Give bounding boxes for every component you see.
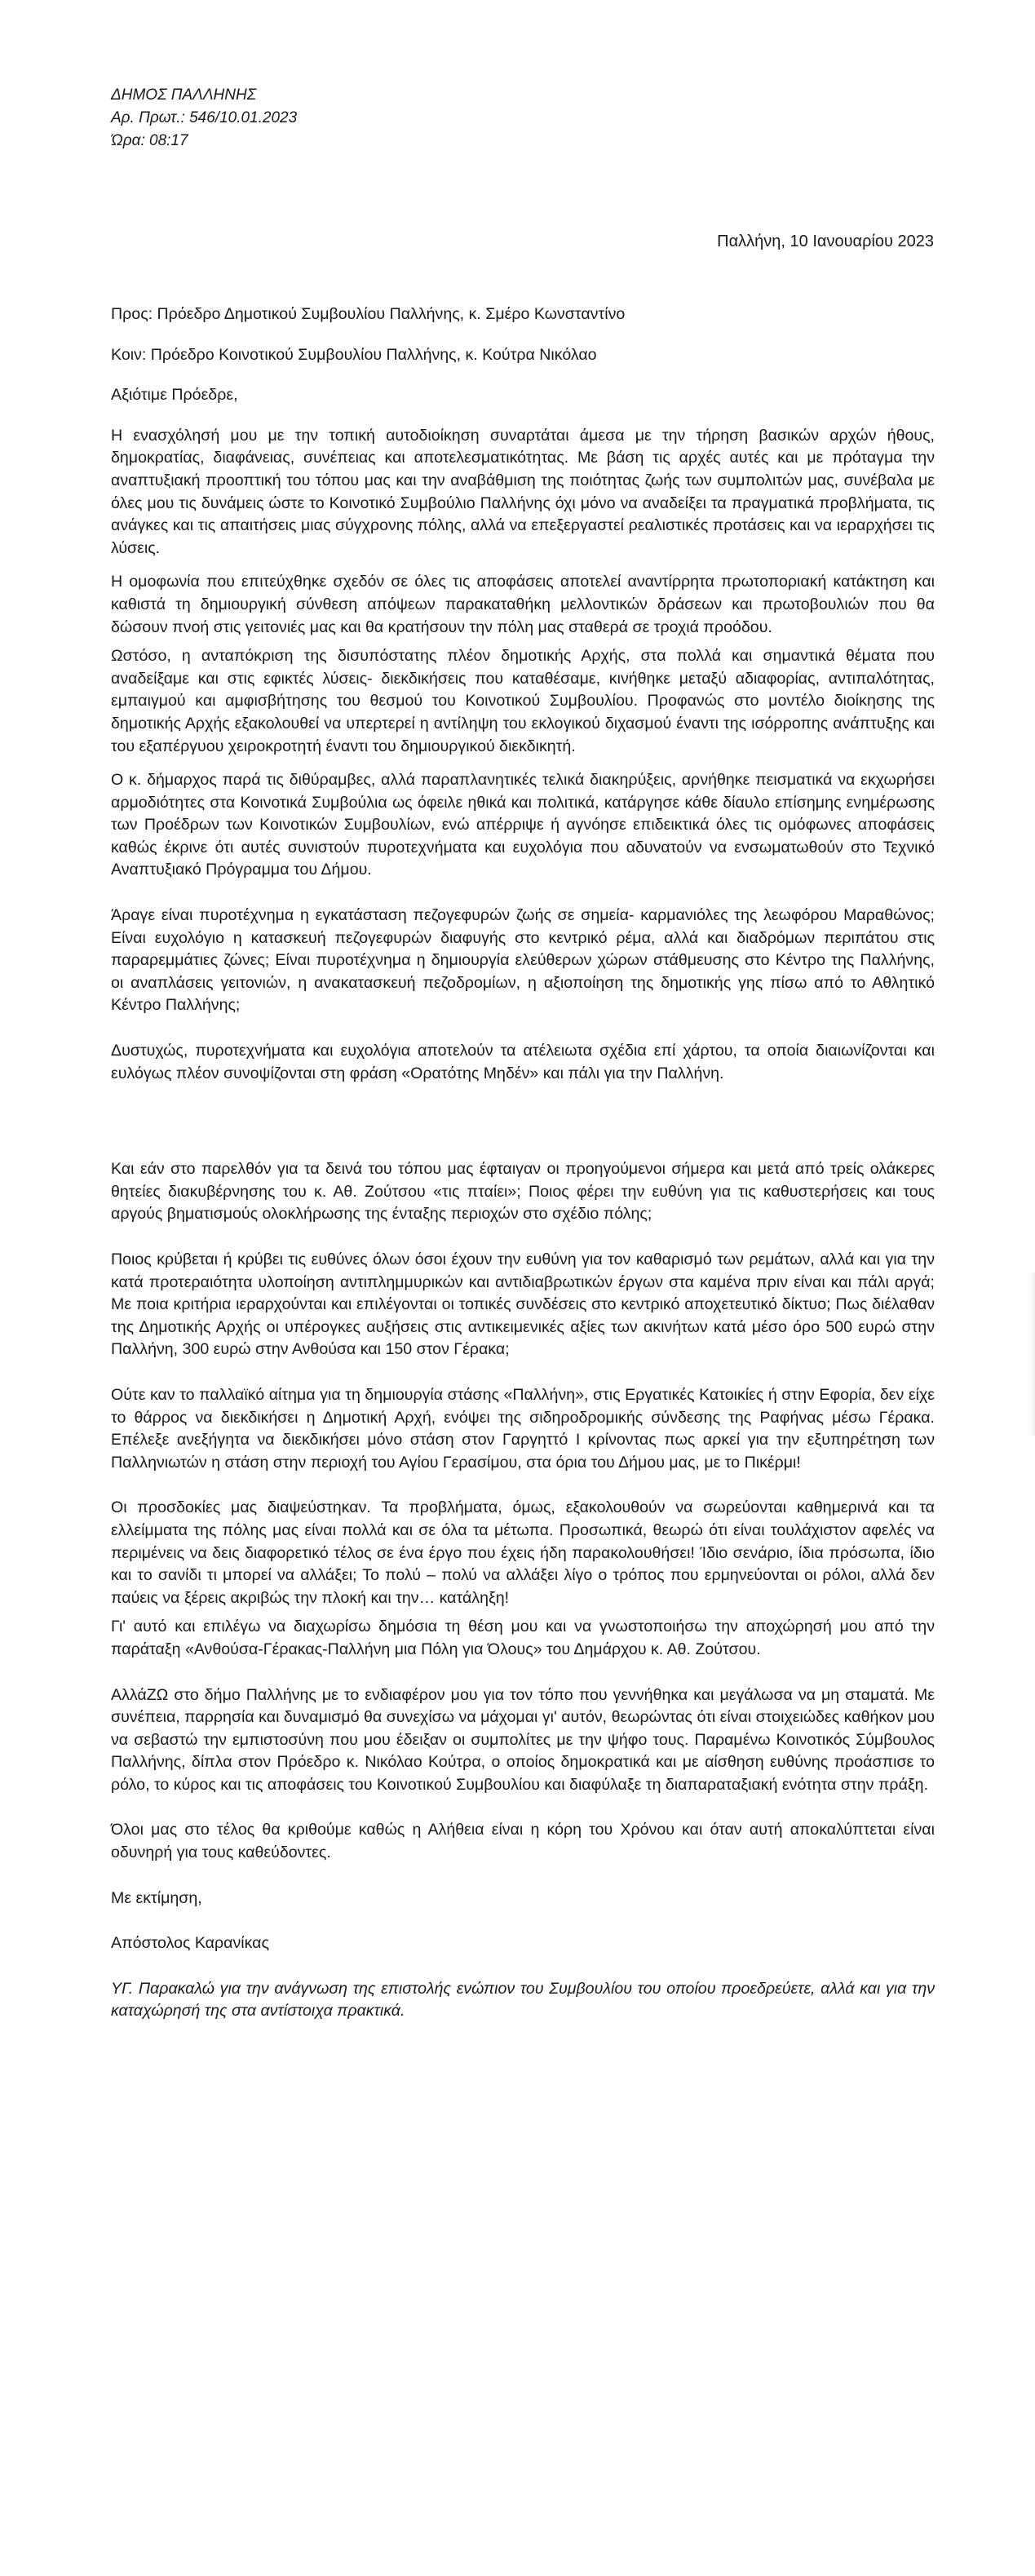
paragraph: Ποιος κρύβεται ή κρύβει τις ευθύνες όλων όσοι έχουν την ευθύνη για τον καθαρισμό των ρεμάτων, αλλά και για την κατά προτεραιότητα υλοποίηση αντιπλημμυρικών και αντιδιαβρωτικών έργων στα καμένα πριν είναι και πάλι αργά; Με ποια κριτήρια ιεραρχούνται και επιλέγονται οι τοπικές συνδέσεις στο κεντρικό αποχετευτικό δίκτυο; Πως διέλαθαν της Δημοτικής Αρχής οι υπέρογκες αυξήσεις στις αντικειμενικές αξίες των ακινήτων κατά μέσο όρο 500 ευρώ στην Παλλήνη, 300 ευρώ στην Ανθούσα και 150 στον Γέρακα; [111, 1250, 935, 1359]
paragraph: Και εάν στο παρελθόν για τα δεινά του τόπου μας έφταιγαν οι προηγούμενοι σήμερα και μετά από τρείς ολάκερες θητείες διακυβέρνησης του κ. Αθ. Ζούτσου «τις πταίει»; Ποιος φέρει την ευθύνη για τις καθυστερήσεις και τους αργούς βηματισμούς ολοκλήρωσης της ένταξης περιοχών στο σχέδιο πόλης; [111, 1160, 935, 1224]
paragraph: Δυστυχώς, πυροτεχνήματα και ευχολόγια αποτελούν τα ατέλειωτα σχέδια επί χάρτου, τα οποία διαιωνίζονται και ευλόγως πλέον συνοψίζονται στη φράση «Ορατότης Μηδέν» και πάλι για την Παλλήνη. [111, 1042, 935, 1082]
postscript: ΥΓ. Παρακαλώ για την ανάγνωση της επιστολής ενώπιον του Συμβουλίου του οποίου προεδρεύετε, αλλά και για την καταχώρησή της στα αντίστοιχα πρακτικά. [111, 1979, 935, 2021]
paragraph: Ο κ. δήμαρχος παρά τις διθύραμβες, αλλά παραπλανητικές τελικά διακηρύξεις, αρνήθηκε πεισματικά να εκχωρήσει αρμοδιότητες στα Κοινοτικά Συμβούλια ως όφειλε ηθικά και πολιτικά, κατάργησε κάθε δίαυλο επίσημης ενημέρωσης των Προέδρων των Κοινοτικών Συμβουλίων, ενώ απέρριψε ή αγνόησε επιδεικτικά όλες τις ομόφωνες αποφάσεις καθώς έκρινε ότι αυτές συνιστούν πυροτεχνήματα και ευχολόγια που αδυνατούν να ενσωματωθούν στο Τεχνικό Αναπτυξιακό Πρόγραμμα του Δήμου. [111, 771, 935, 879]
closing: Με εκτίμηση, [111, 1888, 202, 1907]
page-edge-shadow [1027, 1273, 1035, 1436]
paragraph: Άραγε είναι πυροτέχνημα η εγκατάσταση πεζογεφυρών ζωής σε σημεία- καρμανιόλες της λεωφόρου Μαραθώνος; Είναι ευχολόγιο η κατασκευή πεζογεφυρών διαφυγής στο κεντρικό ρέμα, αλλά και διαδρόμων περιπάτου στις παραρεμμάτιες ζώνες; Είναι πυροτέχνημα η δημιουργία ελεύθερων χώρων στάθμευσης στο Κέντρο της Παλλήνης, οι αναπλάσεις γειτονιών, η ανακατασκευή πεζοδρομίων, η αξιοποίηση της δημοτικής γης πίσω από το Αθλητικό Κέντρο Παλλήνης; [111, 906, 935, 1015]
letter-header [111, 84, 297, 153]
cc-line: Κοιν: Πρόεδρο Κοινοτικού Συμβουλίου Παλλήνης, κ. Κούτρα Νικόλαο [111, 345, 597, 364]
paragraph: Η ενασχόλησή μου με την τοπική αυτοδιοίκηση συναρτάται άμεσα με την τήρηση βασικών αρχών ήθους, δημοκρατίας, διαφάνειας, συνέπειας και αποτελεσματικότητας. Με βάση τις αρχές αυτές και με πρόταγμα την αναπτυξιακή προοπτική του τόπου μας και την αναβάθμιση της ποιότητας ζωής των συμπολιτών μας, συνέβαλα με όλες μου τις δυνάμεις ώστε το Κοινοτικό Συμβούλιο Παλλήνης όχι μόνο να αναδείξει τα πραγματικά προβλήματα, τις ανάγκες και τις απαιτήσεις μιας σύγχρονης πόλης, αλλά να επεξεργαστεί ρεαλιστικές προτάσεις και να ιεραρχήσει τις λύσεις. [111, 426, 935, 557]
protocol-number: Αρ. Πρωτ.: 546/10.01.2023 [111, 109, 298, 126]
signature: Απόστολος Καρανίκας [111, 1934, 269, 1953]
letter-date: Παλλήνη, 10 Ιανουαρίου 2023 [717, 232, 934, 250]
paragraph: ΑλλάΖΩ στο δήμο Παλλήνης με το ενδιαφέρον μου για τον τόπο που γεννήθηκα και μεγάλωσα να μη σταματά. Με συνέπεια, παρρησία και δυναμισμό θα συνεχίσω να μάχομαι γι' αυτόν, θεωρώντας ότι είναι στοιχειώδες καθήκον μου να σεβαστώ την εμπιστοσύνη που μου έδειξαν οι συμπολίτες με την ψήφο τους. Παραμένω Κοινοτικός Σύμβουλος Παλλήνης, δίπλα στον Πρόεδρο κ. Νικόλαο Κούτρα, ο οποίος δημοκρατικά και με αίσθηση ευθύνης προάσπισε το ρόλο, το κύρος και τις αποφάσεις του Κοινοτικού Συμβουλίου και διαφύλαξε τη διαπαραταξιακή ενότητα στην πράξη. [111, 1685, 935, 1794]
paragraph: Ωστόσο, η ανταπόκριση της δισυπόστατης πλέον δημοτικής Αρχής, στα πολλά και σημαντικά θέματα που αναδείξαμε και στις εφικτές λύσεις- διεκδικήσεις που καταθέσαμε, κινήθηκε μεταξύ αδιαφορίας, αντιπαλότητας, εμπαιγμού και αμφισβήτησης του θεσμού του Κοινοτικού Συμβουλίου. Προφανώς στο μοντέλο διοίκησης της δημοτικής Αρχής εξακολουθεί να υπερτερεί η αντίληψη του εκλογικού διχασμού έναντι της ισόρροπης ανάπτυξης και του εξαπέργυου χειροκροτητή έναντι του δημιουργικού διεκδικητή. [111, 647, 935, 755]
paragraph: Η ομοφωνία που επιτεύχθηκε σχεδόν σε όλες τις αποφάσεις αποτελεί αναντίρρητα πρωτοποριακή κατάκτηση και καθιστά τη δημιουργική σύνθεση απόψεων παρακαταθήκη μελλοντικών δράσεων και πρωτοβουλιών που θα δώσουν πνοή στις γειτονιές μας και θα κρατήσουν την πόλη μας σταθερά σε τροχιά προόδου. [111, 573, 935, 636]
to-line: Προς: Πρόεδρο Δημοτικού Συμβουλίου Παλλήνης, κ. Σμέρο Κωνσταντίνο [111, 305, 626, 323]
municipality-name: ΔΗΜΟΣ ΠΑΛΛΗΝΗΣ [111, 86, 257, 104]
paragraph: Ούτε καν το παλλαϊκό αίτημα για τη δημιουργία στάσης «Παλλήνη», στις Εργατικές Κατοικίες ή στην Εφορία, δεν είχε το θάρρος να διεκδικήσει η Δημοτική Αρχή, ενόψει της σιδηροδρομικής σύνδεσης της Ραφήνας μέσω Γέρακα. Επέλεξε ανεξήγητα να διεκδικήσει μόνο στάση στον Γαργηττό Ι κρίνοντας πως αρκεί για την εξυπηρέτηση των Παλληνιωτών η στάση στην περιοχή του Αγίου Γερασίμου, στα όρια του Δήμου μας, με το Πικέρμι! [111, 1385, 935, 1472]
salutation: Αξιότιμε Πρόεδρε, [111, 386, 238, 405]
paragraph: Γι' αυτό και επιλέγω να διαχωρίσω δημόσια τη θέση μου και να γνωστοποιήσω την αποχώρησή μου από την παράταξη «Ανθούσα-Γέρακας-Παλλήνη μια Πόλη για Όλους» του Δημάρχου κ. Αθ. Ζούτσου. [111, 1618, 935, 1658]
letter-body [111, 303, 935, 2023]
paragraph: Όλοι μας στο τέλος θα κριθούμε καθώς η Αλήθεια είναι η κόρη του Χρόνου και όταν αυτή αποκαλύπτεται είναι οδυνηρή για τους καθεύδοντες. [111, 1821, 935, 1862]
paragraph: Οι προσδοκίες μας διαψεύστηκαν. Τα προβλήματα, όμως, εξακολουθούν να σωρεύονται καθημερινά και τα ελλείμματα της πόλης μας είναι πολλά και σε όλα τα μέτωπα. Προσωπικά, θεωρώ ότι είναι τουλάχιστον αφελές να περιμένεις να δεις διαφορετικό τέλος σε ένα έργο που έχεις ήδη παρακολουθήσει! Ίδιο σενάριο, ίδια πρόσωπα, ίδιο και το σανίδι τι μπορεί να αλλάξει; Το πολύ – πολύ να αλλάξει λίγο ο τρόπος που ερμηνεύονται οι ρόλοι, αλλά δεν παύεις να ξέρεις ακριβώς την πλοκή και την… κατάληξη! [111, 1498, 935, 1607]
protocol-time: Ώρα: 08:17 [111, 132, 188, 149]
